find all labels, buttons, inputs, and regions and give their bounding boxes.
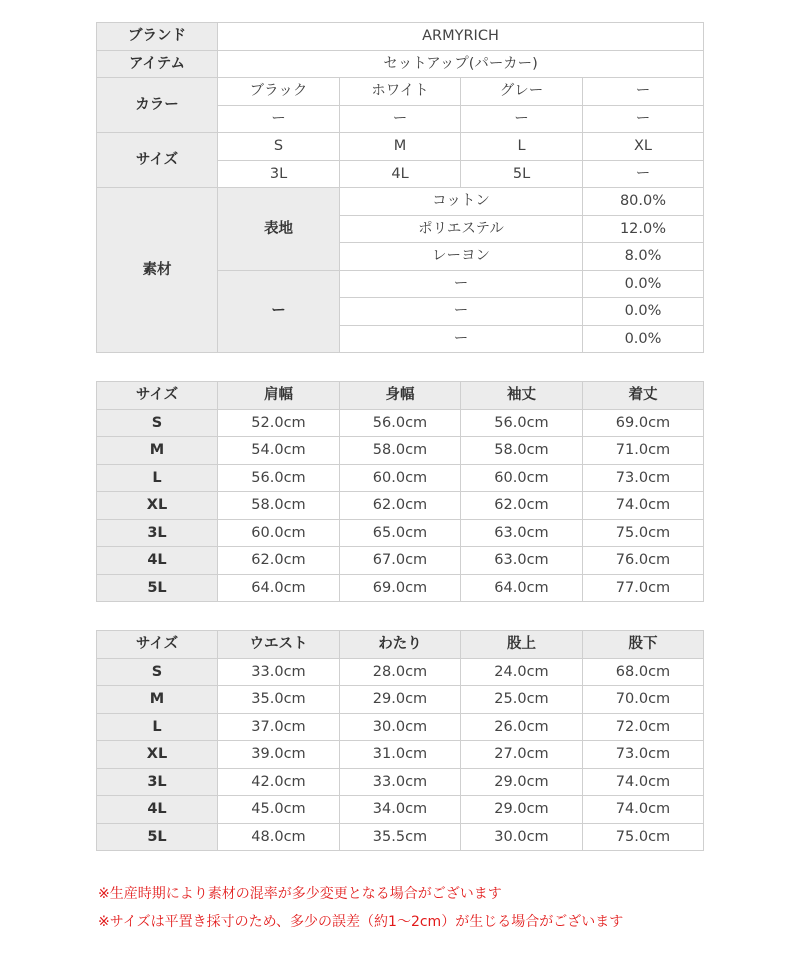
size-cell: L (461, 133, 583, 161)
measurement-cell: 35.0cm (218, 686, 340, 714)
table-row (97, 713, 704, 741)
measurement-cell: 30.0cm (461, 823, 583, 851)
measurement-cell: 74.0cm (583, 796, 704, 824)
measurement-cell: 77.0cm (583, 574, 704, 602)
measurement-cell: 69.0cm (583, 409, 704, 437)
size-cell: ー (583, 160, 704, 188)
size-label: L (97, 464, 218, 492)
color-cell: グレー (461, 78, 583, 106)
measurement-cell: 45.0cm (218, 796, 340, 824)
measurement-cell: 76.0cm (583, 547, 704, 575)
table-row (97, 547, 704, 575)
size-label: XL (97, 492, 218, 520)
table-row (97, 409, 704, 437)
measurement-cell: 60.0cm (461, 464, 583, 492)
size-label: 5L (97, 823, 218, 851)
measurement-cell: 30.0cm (340, 713, 461, 741)
measurement-cell: 33.0cm (340, 768, 461, 796)
column-header: 肩幅 (218, 382, 340, 410)
material-percent: 0.0% (583, 270, 704, 298)
measurement-cell: 34.0cm (340, 796, 461, 824)
measurement-cell: 29.0cm (461, 768, 583, 796)
table-row (97, 686, 704, 714)
measurement-cell: 52.0cm (218, 409, 340, 437)
material-name: レーヨン (340, 243, 583, 271)
material-name: ー (340, 270, 583, 298)
measurement-cell: 31.0cm (340, 741, 461, 769)
size-cell: XL (583, 133, 704, 161)
measurement-cell: 62.0cm (218, 547, 340, 575)
notes (98, 880, 623, 936)
measurement-cell: 69.0cm (340, 574, 461, 602)
measurement-cell: 63.0cm (461, 547, 583, 575)
table-row (97, 464, 704, 492)
size-label: 3L (97, 519, 218, 547)
tops-size-table (96, 381, 704, 602)
measurement-cell: 73.0cm (583, 464, 704, 492)
measurement-cell: 42.0cm (218, 768, 340, 796)
table-row (97, 741, 704, 769)
measurement-cell: 72.0cm (583, 713, 704, 741)
table-row (97, 574, 704, 602)
column-header: ウエスト (218, 631, 340, 659)
column-header: 袖丈 (461, 382, 583, 410)
measurement-cell: 56.0cm (340, 409, 461, 437)
color-cell: ホワイト (340, 78, 461, 106)
measurement-cell: 25.0cm (461, 686, 583, 714)
material-name: ー (340, 325, 583, 353)
column-header: 着丈 (583, 382, 704, 410)
column-header: 股上 (461, 631, 583, 659)
outer-fabric-label: 表地 (218, 188, 340, 271)
measurement-cell: 33.0cm (218, 658, 340, 686)
column-header: 身幅 (340, 382, 461, 410)
measurement-cell: 60.0cm (218, 519, 340, 547)
measurement-cell: 58.0cm (340, 437, 461, 465)
table-row (97, 437, 704, 465)
spec-table (96, 22, 704, 353)
measurement-cell: 75.0cm (583, 519, 704, 547)
measurement-cell: 60.0cm (340, 464, 461, 492)
measurement-cell: 75.0cm (583, 823, 704, 851)
measurement-cell: 56.0cm (218, 464, 340, 492)
brand-label: ブランド (97, 23, 218, 51)
column-header: サイズ (97, 382, 218, 410)
measurement-cell: 63.0cm (461, 519, 583, 547)
size-label: M (97, 686, 218, 714)
measurement-cell: 71.0cm (583, 437, 704, 465)
bottoms-size-table-body (97, 631, 704, 851)
measurement-cell: 56.0cm (461, 409, 583, 437)
measurement-cell: 74.0cm (583, 492, 704, 520)
column-header: サイズ (97, 631, 218, 659)
spec-row-brand (97, 23, 704, 51)
table-row (97, 492, 704, 520)
measurement-cell: 28.0cm (340, 658, 461, 686)
tops-size-table-body (97, 382, 704, 602)
measurement-cell: 64.0cm (461, 574, 583, 602)
size-cell: 3L (218, 160, 340, 188)
table-row (97, 768, 704, 796)
column-header: 股下 (583, 631, 704, 659)
measurement-cell: 62.0cm (461, 492, 583, 520)
table-row (97, 519, 704, 547)
measurement-cell: 68.0cm (583, 658, 704, 686)
item-value: セットアップ(パーカー) (218, 50, 704, 78)
size-label: 4L (97, 547, 218, 575)
material-name: ー (340, 298, 583, 326)
measurement-cell: 73.0cm (583, 741, 704, 769)
measurement-cell: 58.0cm (461, 437, 583, 465)
measurement-cell: 70.0cm (583, 686, 704, 714)
size-label: サイズ (97, 133, 218, 188)
measurement-cell: 27.0cm (461, 741, 583, 769)
measurement-cell: 35.5cm (340, 823, 461, 851)
color-cell: ブラック (218, 78, 340, 106)
size-label: M (97, 437, 218, 465)
note-line: ※サイズは平置き採寸のため、多少の誤差（約1～2cm）が生じる場合がございます (98, 914, 624, 930)
size-label: XL (97, 741, 218, 769)
spec-row-material (97, 188, 704, 216)
table-header-row (97, 631, 704, 659)
table-row (97, 658, 704, 686)
size-label: S (97, 409, 218, 437)
table-header-row (97, 382, 704, 410)
spec-row-color (97, 78, 704, 106)
color-cell: ー (583, 105, 704, 133)
color-label: カラー (97, 78, 218, 133)
measurement-cell: 37.0cm (218, 713, 340, 741)
measurement-cell: 67.0cm (340, 547, 461, 575)
measurement-cell: 74.0cm (583, 768, 704, 796)
material-percent: 80.0% (583, 188, 704, 216)
other-fabric-label: ー (218, 270, 340, 353)
spec-row-size (97, 133, 704, 161)
note-line: ※生産時期により素材の混率が多少変更となる場合がございます (98, 886, 502, 902)
measurement-cell: 65.0cm (340, 519, 461, 547)
measurement-cell: 39.0cm (218, 741, 340, 769)
size-cell: 5L (461, 160, 583, 188)
size-label: 5L (97, 574, 218, 602)
measurement-cell: 29.0cm (461, 796, 583, 824)
table-row (97, 823, 704, 851)
material-percent: 0.0% (583, 298, 704, 326)
size-label: L (97, 713, 218, 741)
measurement-cell: 29.0cm (340, 686, 461, 714)
brand-value: ARMYRICH (218, 23, 704, 51)
color-cell: ー (340, 105, 461, 133)
material-percent: 8.0% (583, 243, 704, 271)
column-header: わたり (340, 631, 461, 659)
measurement-cell: 24.0cm (461, 658, 583, 686)
size-label: 4L (97, 796, 218, 824)
material-name: コットン (340, 188, 583, 216)
size-label: S (97, 658, 218, 686)
measurement-cell: 48.0cm (218, 823, 340, 851)
measurement-cell: 58.0cm (218, 492, 340, 520)
color-cell: ー (218, 105, 340, 133)
material-percent: 12.0% (583, 215, 704, 243)
spec-row-item (97, 50, 704, 78)
color-cell: ー (583, 78, 704, 106)
size-cell: 4L (340, 160, 461, 188)
table-row (97, 796, 704, 824)
size-label: 3L (97, 768, 218, 796)
material-percent: 0.0% (583, 325, 704, 353)
measurement-cell: 64.0cm (218, 574, 340, 602)
measurement-cell: 26.0cm (461, 713, 583, 741)
measurement-cell: 62.0cm (340, 492, 461, 520)
color-cell: ー (461, 105, 583, 133)
item-label: アイテム (97, 50, 218, 78)
size-cell: M (340, 133, 461, 161)
material-name: ポリエステル (340, 215, 583, 243)
measurement-cell: 54.0cm (218, 437, 340, 465)
material-label: 素材 (97, 188, 218, 353)
bottoms-size-table (96, 630, 704, 851)
size-cell: S (218, 133, 340, 161)
